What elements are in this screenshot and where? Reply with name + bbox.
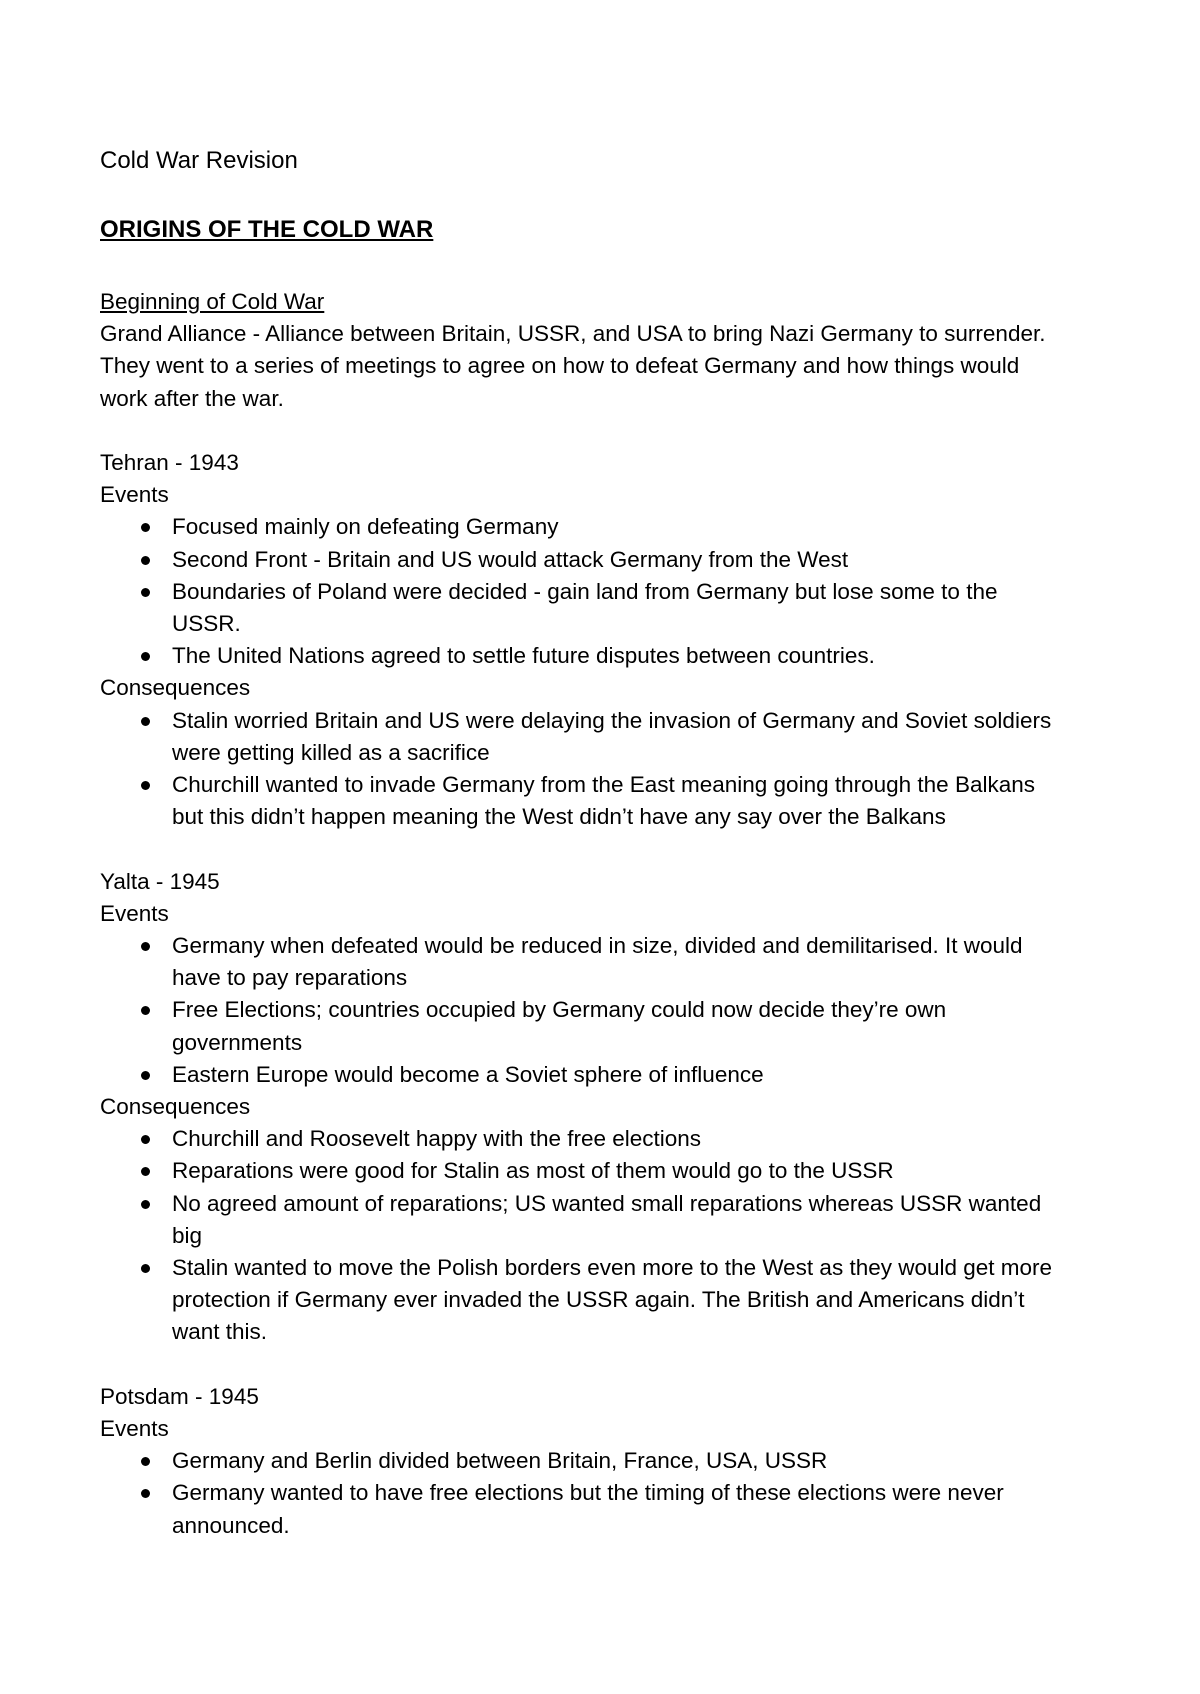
tehran-events-label: Events (100, 482, 169, 508)
tehran-title: Tehran - 1943 (100, 450, 239, 475)
list-item-text: Boundaries of Poland were decided - gain land from Germany but lose some to the USSR. (172, 578, 998, 637)
list-item-text: Eastern Europe would become a Soviet sphere of influence (172, 1061, 764, 1087)
bullet-icon (141, 523, 150, 532)
yalta-events-list (100, 930, 1140, 1091)
bullet-icon (141, 1006, 150, 1015)
list-item (100, 994, 1140, 1058)
list-item-text: Germany when defeated would be reduced in size, divided and demilitarised. It would have to pay reparations (172, 933, 1023, 991)
beginning-line: Grand Alliance - Alliance between Britain, USSR, and USA to bring Nazi Germany to surrender. (100, 321, 1046, 347)
list-item (100, 769, 1140, 833)
beginning-line: work after the war. (100, 385, 284, 411)
bullet-icon (141, 781, 150, 790)
yalta-consequences-label: Consequences (100, 1094, 251, 1120)
bullet-icon (141, 556, 150, 565)
list-item-text: Stalin worried Britain and US were delaying the invasion of Germany and Soviet soldiers were getting killed as a sacrifice (172, 707, 1052, 765)
bullet-icon (141, 652, 150, 661)
list-item (100, 1252, 1140, 1349)
list-item (100, 930, 1140, 994)
list-item-text: Focused mainly on defeating Germany (172, 514, 559, 540)
spacer (100, 833, 1140, 865)
yalta-consequences-list (100, 1123, 1140, 1348)
potsdam-events-list (100, 1445, 1140, 1542)
list-item (100, 1155, 1140, 1187)
list-item-text: Germany wanted to have free elections but the timing of these elections were never announced. (172, 1480, 1004, 1538)
list-item-text: Reparations were good for Stalin as most of them would go to the USSR (172, 1158, 894, 1184)
list-item (100, 511, 1140, 543)
bullet-icon (141, 1457, 150, 1466)
yalta-events-label: Events (100, 900, 169, 926)
bullet-icon (141, 1489, 150, 1498)
list-item-text: Churchill and Roosevelt happy with the free elections (172, 1126, 702, 1152)
yalta-title: Yalta - 1945 (100, 868, 220, 894)
list-item-text: Second Front - Britain and US would attack Germany from the West (172, 546, 849, 572)
bullet-icon (141, 1200, 150, 1209)
list-item (100, 1477, 1140, 1541)
list-item (100, 640, 1140, 672)
list-item (100, 1059, 1140, 1091)
bullet-icon (141, 942, 150, 951)
bullet-icon (141, 1071, 150, 1080)
list-item-text: Free Elections; countries occupied by Germany could now decide they’re own governments (172, 997, 947, 1055)
list-item-text: Churchill wanted to invade Germany from the East meaning going through the Balkans but this didn’t happen meaning the West didn’t have any say over the Balkans (172, 772, 1035, 830)
potsdam-events-label: Events (100, 1416, 169, 1442)
tehran-events-list (100, 511, 1140, 672)
bullet-icon (141, 717, 150, 726)
bullet-icon (141, 588, 150, 597)
beginning-heading: Beginning of Cold War (100, 289, 325, 314)
section-heading: ORIGINS OF THE COLD WAR (100, 216, 434, 243)
list-item-text: No agreed amount of reparations; US wanted small reparations whereas USSR wanted big (172, 1190, 1042, 1248)
spacer (100, 415, 1140, 447)
list-item-text: Germany and Berlin divided between Britain, France, USA, USSR (172, 1448, 828, 1474)
list-item-text: The United Nations agreed to settle future disputes between countries. (172, 643, 875, 669)
potsdam-title: Potsdam - 1945 (100, 1383, 259, 1409)
list-item (100, 1123, 1140, 1155)
beginning-line: They went to a series of meetings to agree on how to defeat Germany and how things would (100, 353, 1020, 379)
spacer (100, 1349, 1140, 1381)
list-item (100, 544, 1140, 576)
tehran-consequences-list (100, 705, 1140, 834)
list-item-text: Stalin wanted to move the Polish borders even more to the West as they would get more protection if Germany ever invaded the USSR again. The British and Americans didn’t want this. (172, 1255, 1053, 1345)
list-item (100, 705, 1140, 769)
list-item (100, 1445, 1140, 1477)
bullet-icon (141, 1264, 150, 1273)
bullet-icon (141, 1135, 150, 1144)
tehran-consequences-label: Consequences (100, 675, 251, 701)
document-title: Cold War Revision (100, 147, 298, 174)
bullet-icon (141, 1167, 150, 1176)
list-item (100, 576, 1140, 640)
document-body (100, 286, 1140, 1542)
list-item (100, 1188, 1140, 1252)
